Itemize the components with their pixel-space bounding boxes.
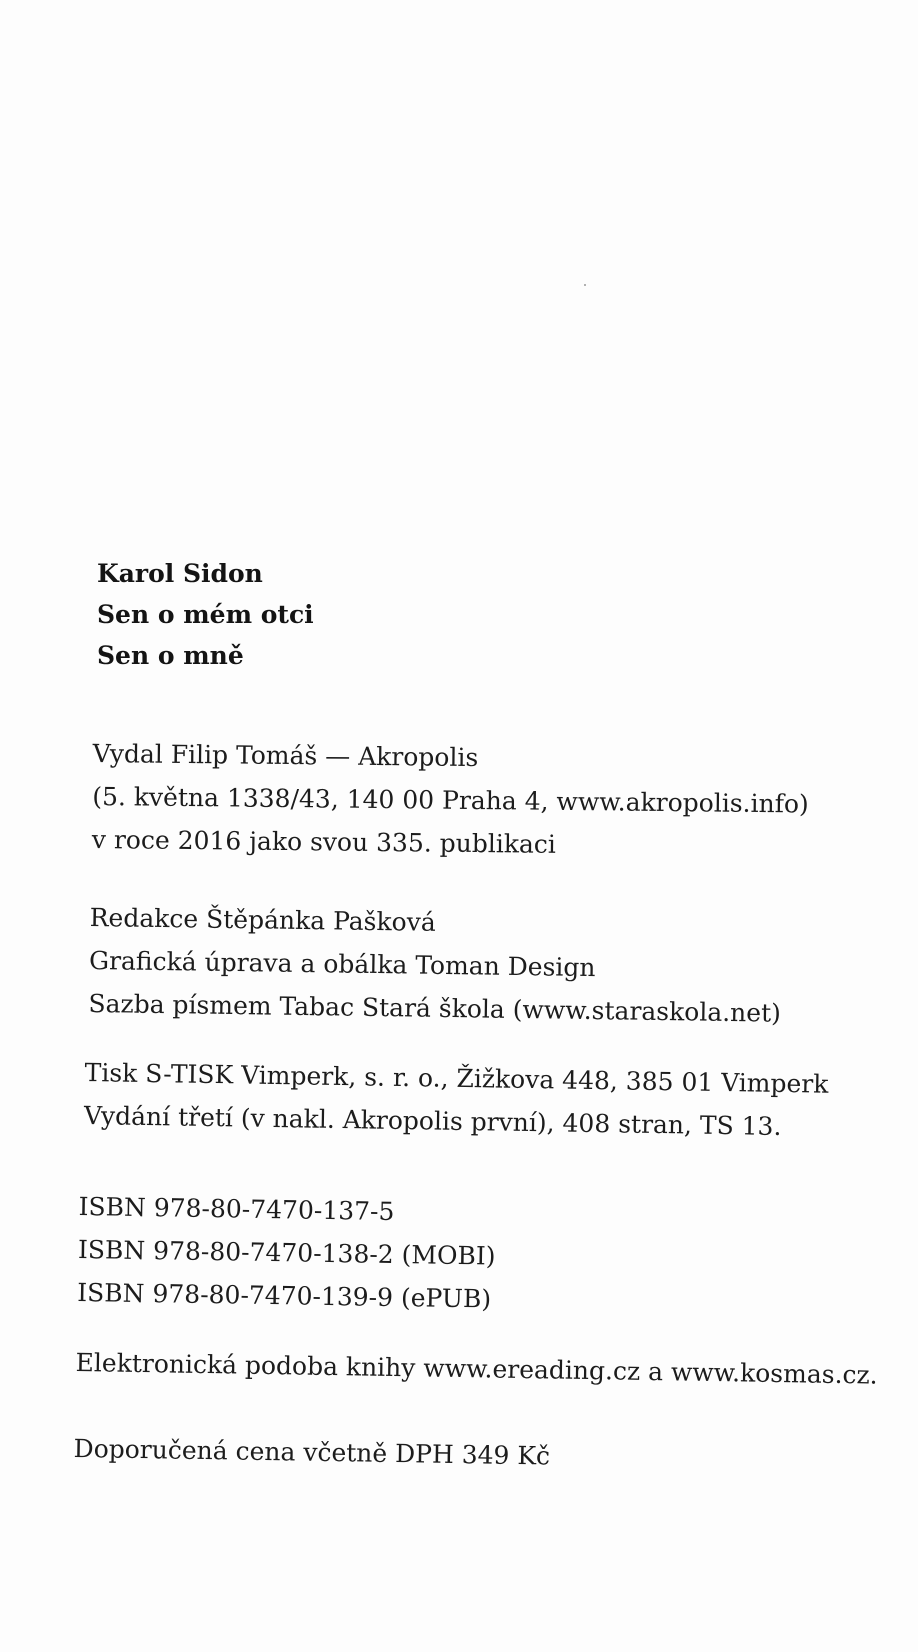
ebook-note: Elektronická podoba knihy www.ereading.cz a www.kosmas.cz. [75,1347,878,1390]
publisher-line: Vydal Filip Tomáš — Akropolis [92,738,479,773]
typesetting-credit: Sazba písmem Tabac Stará škola (www.staraskola.net) [88,988,782,1028]
price-note: Doporučená cena včetně DPH 349 Kč [73,1433,551,1471]
isbn-block [77,1185,497,1321]
printer-credit: Tisk S-TISK Vimperk, s. r. o., Žižkova 448, 385 01 Vimperk [84,1057,829,1099]
price-block [73,1427,550,1477]
editor-credit: Redakce Štěpánka Pašková [89,902,436,937]
publication-year: v roce 2016 jako svou 335. publikaci [91,824,557,859]
edition-info: Vydání třetí (v nakl. Akropolis první), 408 stran, TS 13. [83,1100,782,1141]
isbn-epub: ISBN 978-80-7470-139-9 (ePUB) [77,1277,492,1314]
isbn-mobi: ISBN 978-80-7470-138-2 (MOBI) [77,1234,496,1271]
editorial-block [88,896,782,1035]
isbn-print: ISBN 978-80-7470-137-5 [78,1191,395,1226]
printing-block [84,1051,829,1149]
design-credit: Grafická úprava a obálka Toman Design [88,945,596,983]
book-title: Sen o mém otci [97,600,314,629]
publisher-address: (5. května 1338/43, 140 00 Praha 4, www.akropolis.info) [92,781,809,819]
publisher-block [92,732,810,868]
scan-speck [584,284,586,286]
ebook-block [75,1341,878,1397]
book-subtitle: Sen o mně [97,641,244,670]
title-block [97,553,314,676]
author-name: Karol Sidon [97,559,263,588]
